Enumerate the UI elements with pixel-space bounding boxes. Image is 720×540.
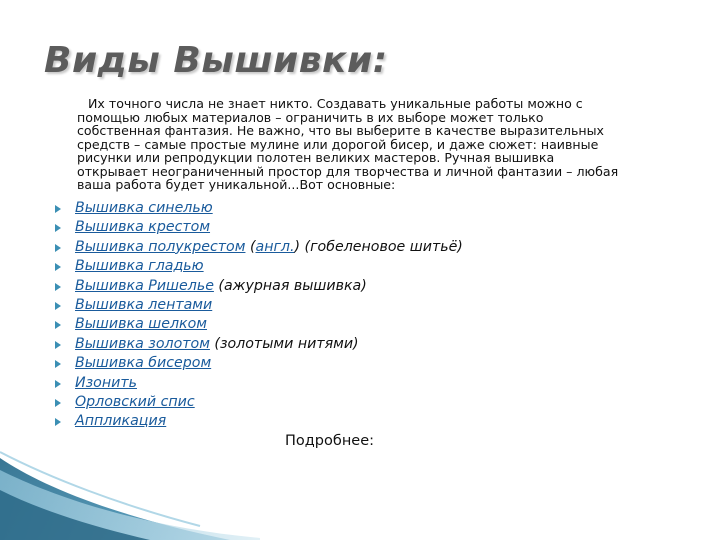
list-item-prefix: ( <box>245 238 256 255</box>
embroidery-link[interactable]: Изонить <box>75 374 137 391</box>
bullet-arrow-icon <box>55 283 61 291</box>
intro-paragraph <box>77 97 677 192</box>
more-label: Подробнее: <box>285 433 375 449</box>
list-item <box>52 199 463 218</box>
decorative-corner-swoosh <box>0 430 260 540</box>
intro-line: ваша работа будет уникальной...Вот основные: <box>77 177 396 192</box>
bullet-arrow-icon <box>55 380 61 388</box>
embroidery-link[interactable]: Вышивка полукрестом <box>75 238 246 255</box>
intro-line: Их точного числа не знает никто. Создавать уникальные работы можно с <box>88 96 583 111</box>
intro-line: рисунки или репродукции полотен великих мастеров. Ручная вышивка <box>77 150 555 165</box>
list-item <box>52 354 463 373</box>
embroidery-link[interactable]: Вышивка золотом <box>75 335 210 352</box>
bullet-arrow-icon <box>55 360 61 368</box>
intro-line: помощью любых материалов – ограничить в их выборе может только <box>77 109 544 125</box>
list-item <box>52 218 463 237</box>
embroidery-link[interactable]: Вышивка крестом <box>75 219 211 236</box>
embroidery-types-list <box>52 199 463 432</box>
bullet-arrow-icon <box>55 263 61 271</box>
list-item <box>52 296 463 315</box>
bullet-arrow-icon <box>55 205 61 213</box>
list-item <box>52 412 463 431</box>
embroidery-link[interactable]: Вышивка Ришелье <box>75 277 214 294</box>
list-item-note: ) (гобеленовое шитьё) <box>294 238 463 255</box>
bullet-arrow-icon <box>55 418 61 426</box>
intro-line: средств – самые простые мулине или дорогой бисер, и даже сюжет: наивные <box>77 136 599 152</box>
list-item <box>52 393 463 412</box>
bullet-arrow-icon <box>55 244 61 252</box>
bullet-arrow-icon <box>55 399 61 407</box>
intro-line: открывает неограниченный простор для творчества и личной фантазии – любая <box>77 163 619 179</box>
bullet-arrow-icon <box>55 302 61 310</box>
list-item <box>52 315 463 334</box>
list-item <box>52 374 463 393</box>
list-item <box>52 238 463 257</box>
embroidery-link[interactable]: Вышивка шелком <box>75 316 208 333</box>
intro-line: собственная фантазия. Не важно, что вы выберите в качестве выразительных <box>77 123 604 138</box>
list-item <box>52 257 463 276</box>
bullet-arrow-icon <box>55 224 61 232</box>
embroidery-link[interactable]: Вышивка бисером <box>75 355 212 372</box>
embroidery-link[interactable]: Вышивка синелью <box>75 200 213 216</box>
list-item-note: (ажурная вышивка) <box>213 277 367 294</box>
list-item <box>52 335 463 354</box>
list-item <box>52 277 463 296</box>
bullet-arrow-icon <box>55 341 61 349</box>
list-item-note: (золотыми нитями) <box>209 335 359 352</box>
slide-title: Виды Вышивки: <box>44 40 388 81</box>
embroidery-link[interactable]: Орловский спис <box>75 393 195 410</box>
bullet-arrow-icon <box>55 321 61 329</box>
embroidery-link[interactable]: Вышивка лентами <box>75 296 213 313</box>
language-link[interactable]: англ. <box>255 238 295 255</box>
embroidery-link[interactable]: Вышивка гладью <box>75 258 204 275</box>
embroidery-link[interactable]: Аппликация <box>75 413 167 430</box>
